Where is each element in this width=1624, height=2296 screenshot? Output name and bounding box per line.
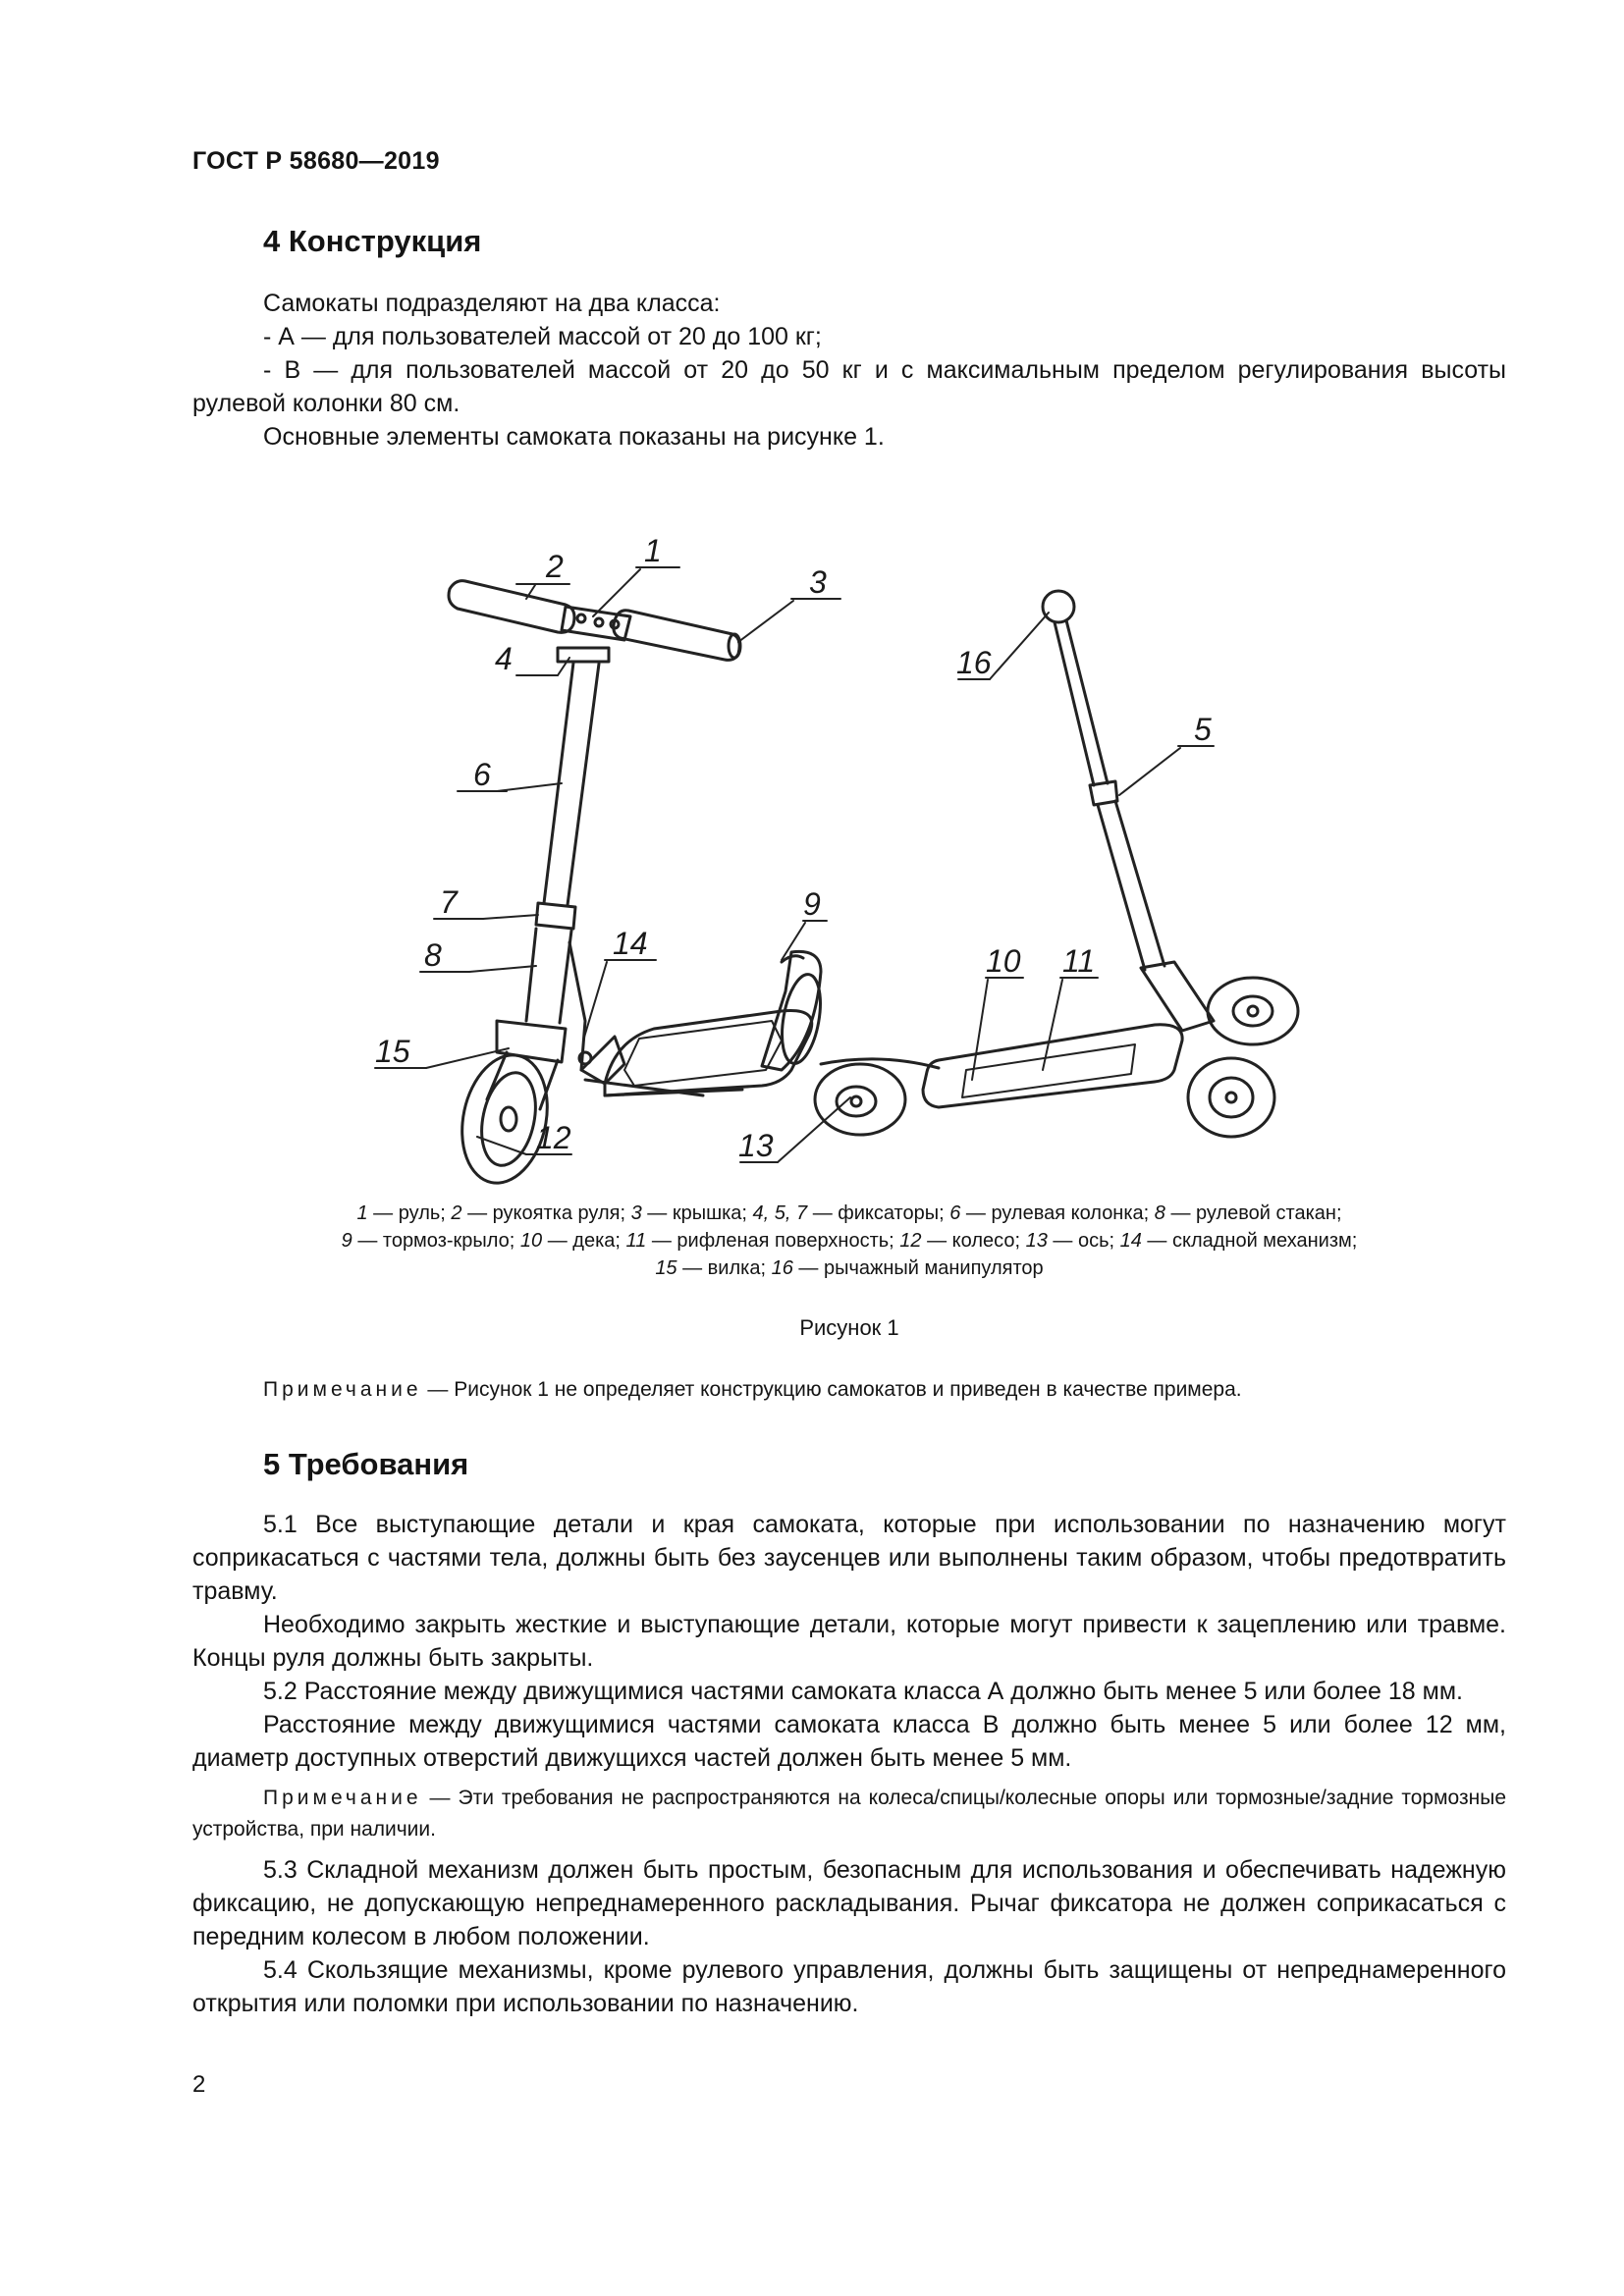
paragraph-5-1: 5.1 Все выступающие детали и края самоката, которые при использовании по назначению могут соприкасаться с частями тела, должны быть без заусенцев или выполнены таким образом, чтобы предотвратить травму.	[192, 1511, 1506, 1605]
legend-text: — рукоятка руля;	[461, 1202, 631, 1224]
callout-14: 14	[613, 926, 648, 961]
legend-num: 4, 5, 7	[752, 1202, 808, 1224]
legend-num: 1	[356, 1202, 368, 1224]
lock-fixator-4	[558, 648, 609, 662]
legend-text: — руль;	[367, 1202, 452, 1224]
paragraph-5-2: 5.2 Расстояние между движущимися частями самоката класса А должно быть менее 5 или более 18 мм.	[263, 1678, 1463, 1705]
legend-text: — дека;	[542, 1230, 626, 1252]
callout-5: 5	[1194, 712, 1212, 747]
legend-text: — тормоз-крыло;	[352, 1230, 520, 1252]
section-5-body	[192, 1508, 1506, 2020]
callout-16: 16	[956, 645, 992, 680]
figure-note	[192, 1374, 1506, 1406]
right-steering-column	[1098, 801, 1164, 970]
section-4-title: 4 Конструкция	[263, 224, 482, 258]
figure-1	[192, 491, 1506, 1198]
right-rear-wheel	[1188, 1058, 1274, 1137]
paragraph: Необходимо закрыть жесткие и выступающие детали, которые могут привести к зацеплению или травме. Концы руля должны быть закрыты.	[192, 1611, 1506, 1672]
paragraph-5-3: 5.3 Складной механизм должен быть простым, безопасным для использования и обеспечивать надежную фиксацию, не допускающую непреднамеренного раскладывания. Рычаг фиксатора не должен соприкасаться с передним колесом в любом положении.	[192, 1856, 1506, 1950]
callout-3: 3	[809, 564, 827, 600]
legend-text: — колесо;	[921, 1230, 1026, 1252]
legend-text: — фиксаторы;	[807, 1202, 950, 1224]
legend-text: — рулевой стакан;	[1164, 1202, 1342, 1224]
legend-num: 3	[630, 1202, 642, 1224]
legend-num: 6	[949, 1202, 961, 1224]
legend-text: — складной механизм;	[1141, 1230, 1358, 1252]
callout-6: 6	[473, 757, 491, 792]
legend-num: 8	[1154, 1202, 1165, 1224]
legend-num: 16	[771, 1257, 793, 1279]
right-front-wheel	[1208, 978, 1298, 1044]
legend-text: — вилка;	[677, 1257, 772, 1279]
figure-legend	[192, 1200, 1506, 1282]
note-text: — Эти требования не распространяются на колеса/спицы/колесные опоры или тормозные/задние тормозные устройства, при наличии.	[192, 1787, 1506, 1841]
note-label: Примечание	[263, 1378, 422, 1401]
right-axle-wheel	[815, 1059, 939, 1135]
section-5-title: 5 Требования	[263, 1447, 469, 1481]
section-4-body	[192, 287, 1506, 454]
callout-9: 9	[803, 886, 821, 922]
paragraph: Основные элементы самоката показаны на рисунке 1.	[263, 423, 885, 451]
callout-2: 2	[546, 549, 564, 584]
legend-line-2	[192, 1227, 1506, 1255]
callout-13: 13	[738, 1128, 774, 1163]
paragraph-5-4: 5.4 Скользящие механизмы, кроме рулевого управления, должны быть защищены от непреднамеренного открытия или поломки при использовании по назначению.	[192, 1956, 1506, 2017]
list-item-class-b: - В — для пользователей массой от 20 до 50 кг и с максимальным пределом регулирования высоты рулевой колонки 80 см.	[192, 356, 1506, 417]
legend-num: 13	[1025, 1230, 1048, 1252]
figure-caption: Рисунок 1	[799, 1315, 899, 1340]
note-label: Примечание	[263, 1787, 422, 1809]
callout-7: 7	[440, 884, 458, 920]
callout-10: 10	[986, 943, 1021, 979]
left-deck	[605, 1011, 812, 1096]
legend-line-3	[192, 1255, 1506, 1282]
handlebar-right-grip	[614, 611, 740, 661]
requirements-note	[192, 1783, 1506, 1845]
legend-text: — рифленая поверхность;	[646, 1230, 900, 1252]
note-text: — Рисунок 1 не определяет конструкцию самокатов и приведен в качестве примера.	[421, 1378, 1242, 1401]
legend-num: 15	[655, 1257, 677, 1279]
legend-num: 2	[451, 1202, 462, 1224]
document-code: ГОСТ Р 58680—2019	[192, 147, 440, 175]
legend-num: 12	[899, 1230, 922, 1252]
legend-text: — рулевая колонка;	[960, 1202, 1155, 1224]
legend-num: 9	[341, 1230, 352, 1252]
section-5	[192, 1447, 1506, 1482]
callout-15: 15	[375, 1034, 410, 1069]
scooter-illustration	[192, 491, 1506, 1198]
list-item-class-a: - А — для пользователей массой от 20 до 100 кг;	[263, 323, 822, 350]
legend-num: 10	[519, 1230, 543, 1252]
legend-text: — крышка;	[641, 1202, 753, 1224]
legend-line-1	[192, 1200, 1506, 1227]
legend-num: 11	[625, 1230, 647, 1252]
folding-mechanism	[581, 1037, 624, 1084]
callout-1: 1	[644, 533, 662, 568]
legend-text: — рычажный манипулятор	[792, 1257, 1044, 1279]
callout-12: 12	[536, 1120, 571, 1155]
callout-4: 4	[495, 641, 513, 676]
lever-knob	[1043, 591, 1074, 622]
section-4	[192, 224, 1506, 259]
steering-sleeve	[526, 929, 571, 1023]
handlebar-left-grip	[449, 581, 574, 633]
lever-manipulator	[1055, 620, 1108, 785]
page-number: 2	[192, 2071, 206, 2098]
lock-fixator-7	[536, 903, 575, 929]
paragraph: Расстояние между движущимися частями самоката класса В должно быть менее 5 или более 12 мм, диаметр доступных отверстий движущихся частей должен быть менее 5 мм.	[192, 1711, 1506, 1772]
lock-fixator-5	[1090, 781, 1117, 805]
callout-11: 11	[1062, 943, 1096, 979]
legend-text: — ось;	[1047, 1230, 1120, 1252]
front-wheel	[451, 1047, 559, 1192]
legend-num: 14	[1119, 1230, 1142, 1252]
paragraph: Самокаты подразделяют на два класса:	[263, 290, 721, 317]
callout-8: 8	[424, 937, 442, 973]
